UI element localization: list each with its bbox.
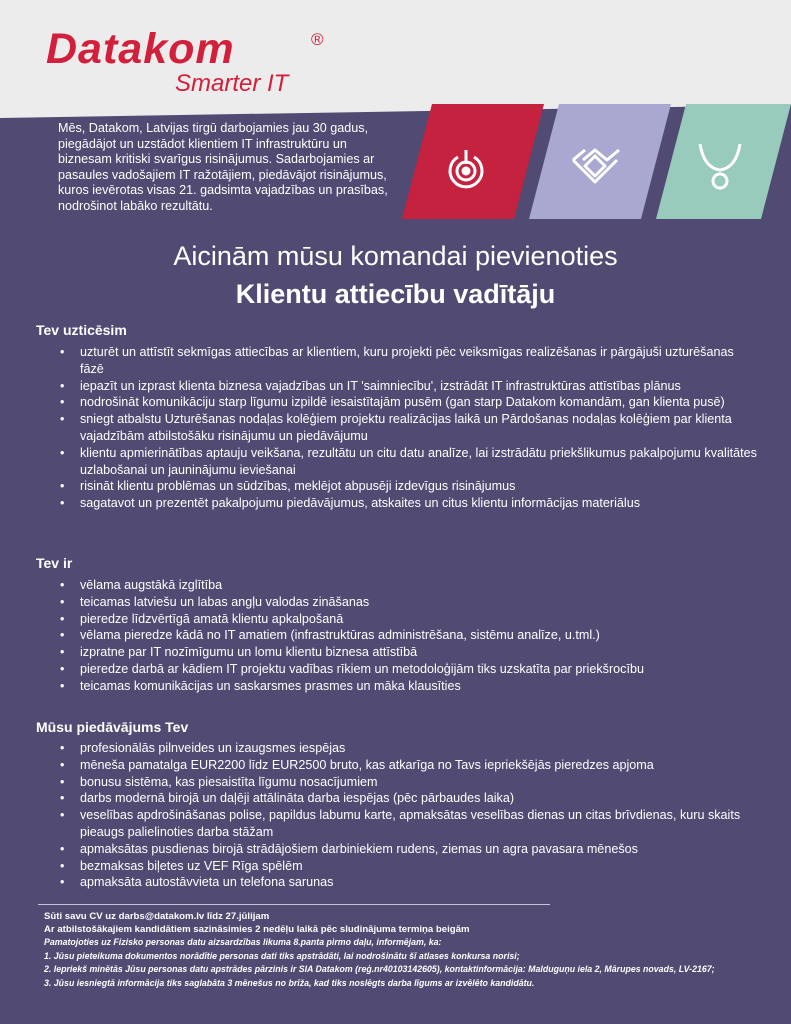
privacy-intro: Pamatojoties uz Fizisko personas datu aizsardzības likuma 8.panta pirmo daļu, informējam, ka: [44, 937, 442, 947]
list-item: • iepazīt un izprast klienta biznesa vajadzības un IT 'saimniecību', izstrādāt IT infrastruktūras attīstības plānus [60, 378, 681, 393]
list-item: • veselības apdrošināšanas polise, papildus labumu karte, apmaksātas veselības dienas un citas brīvdienas, kuru skaits pieaugs palielinoties darba stāžam [60, 808, 741, 839]
section-title-offer: Mūsu piedāvājums Tev [36, 719, 189, 735]
job-title: Klientu attiecību vadītāju [235, 279, 556, 309]
list-item: • teicamas latviešu un labas angļu valodas zināšanas [60, 594, 370, 609]
datakom-logo-text: Datakom [46, 25, 235, 73]
list-item: • risināt klientu problēmas un sūdzības, meklējot abpusēji izdevīgus risinājumus [60, 479, 516, 494]
headline: Aicinām mūsu komandai pievienoties [173, 241, 618, 271]
section-title-responsibilities: Tev uzticēsim [36, 322, 127, 338]
list-item: • apmaksāta autostāvvieta un telefona sarunas [60, 875, 334, 890]
logo-tagline: Smarter IT [175, 70, 289, 97]
list-item: • teicamas komunikācijas un saskarsmes prasmes un māka klausīties [60, 678, 461, 693]
list-item: • bonusu sistēma, kas piesaistīta līgumu nosacījumiem [60, 774, 378, 789]
list-item: • vēlama augstākā izglītība [60, 578, 223, 592]
list-item: • apmaksātas pusdienas birojā strādājošiem darbiniekiem rudens, ziemas un agra pavasara mēnešos [60, 841, 638, 856]
list-item: • sagatavot un prezentēt pakalpojumu piedāvājumus, atskaites un citus klientu informācijas materiālus [60, 496, 641, 511]
list-item: • vēlama pieredze kādā no IT amatiem (infrastruktūras administrēšana, sistēmu analīze, u.tml.) [60, 628, 600, 643]
company-intro: Mēs, Datakom, Latvijas tirgū darbojamies jau 30 gadus, piegādājot un uzstādot klientiem IT infrastruktūru un biznesam kritiski svarīgus risinājumus. Sadarbojamies ar pasaules vadošajiem IT ražotājiem, piedāvājot risinājumus, kuros ievērotas visas 21. gadsimta vajadzības un prasības, nodrošinot labāko rezultātu. [58, 121, 388, 213]
section-title-requirements: Tev ir [36, 555, 73, 571]
registered-mark: ® [311, 30, 324, 49]
footer [44, 911, 789, 990]
list-item: • profesionālās pilnveides un izaugsmes iespējas [60, 741, 346, 755]
privacy-point-1: 1. Jūsu pieteikuma dokumentos norādītie personas dati tiks apstrādāti, lai nodrošinātu šī atlases konkursa norisi; [44, 950, 520, 961]
list-item: • nodrošināt komunikāciju starp līgumu izpildē iesaistītajām pusēm (gan starp Datakom komandām, gan klienta pusē) [60, 395, 725, 410]
list-item: • bezmaksas biļetes uz VEF Rīga spēlēm [60, 858, 303, 873]
list-item: • klientu apmierinātības aptauju veikšana, rezultātu un citu datu analīze, lai izstrādātu priekšlikumus pakalpojumu kvalitātes uzlabošanai un jauninājumu ieviešanai [60, 445, 757, 477]
footer-divider [38, 904, 550, 905]
list-item: • izpratne par IT nozīmīgumu un lomu klientu biznesa attīstībā [60, 645, 418, 660]
privacy-point-3: 3. Jūsu iesniegtā informācija tiks saglabāta 3 mēnešus no brīža, kad tiks noslēgts darba līgums ar izvēlēto kandidātu. [44, 977, 535, 988]
list-item: • sniegt atbalstu Uzturēšanas nodaļas kolēģiem projektu realizācijas laikā un Pārdošanas nodaļas kolēģiem par klienta vajadzībām atbilstošāku risinājumu un piedāvājumu [60, 412, 732, 443]
requirements-list [60, 577, 760, 695]
list-item: • pieredze līdzvērtīgā amatā klientu apkalpošanā [60, 611, 344, 626]
privacy-point-2: 2. Iepriekš minētās Jūsu personas datu apstrādes pārzinis ir SIA Datakom (reģ.nr40103142605), kontaktinformācija: Malduguņu iela 2, Mārupes novads, LV-2167; [44, 964, 715, 974]
contact-notice: Ar atbilstošākajiem kandidātiem sazināsimies 2 nedēļu laikā pēc sludinājuma termiņa beigām [44, 923, 470, 935]
responsibilities-list [60, 344, 760, 512]
list-item: • uzturēt un attīstīt sekmīgas attiecības ar klientiem, kuru projekti pēc veiksmīgas realizēšanas ir pārgājuši uzturēšanas fāzē [60, 345, 734, 376]
cv-instruction: Sūti savu CV uz darbs@datakom.lv līdz 27.jūlijam [44, 911, 270, 922]
list-item: • pieredze darbā ar kādiem IT projektu vadības rīkiem un metodoloģijām tiks uzskatīta par priekšrocību [60, 661, 644, 676]
list-item: • mēneša pamatalga EUR2200 līdz EUR2500 bruto, kas atkarīga no Tavs iepriekšējās pieredzes apjoma [60, 757, 654, 772]
offer-list [60, 740, 760, 891]
list-item: • darbs modernā birojā un daļēji attālināta darba iespējas (pēc pārbaudes laika) [60, 791, 515, 806]
